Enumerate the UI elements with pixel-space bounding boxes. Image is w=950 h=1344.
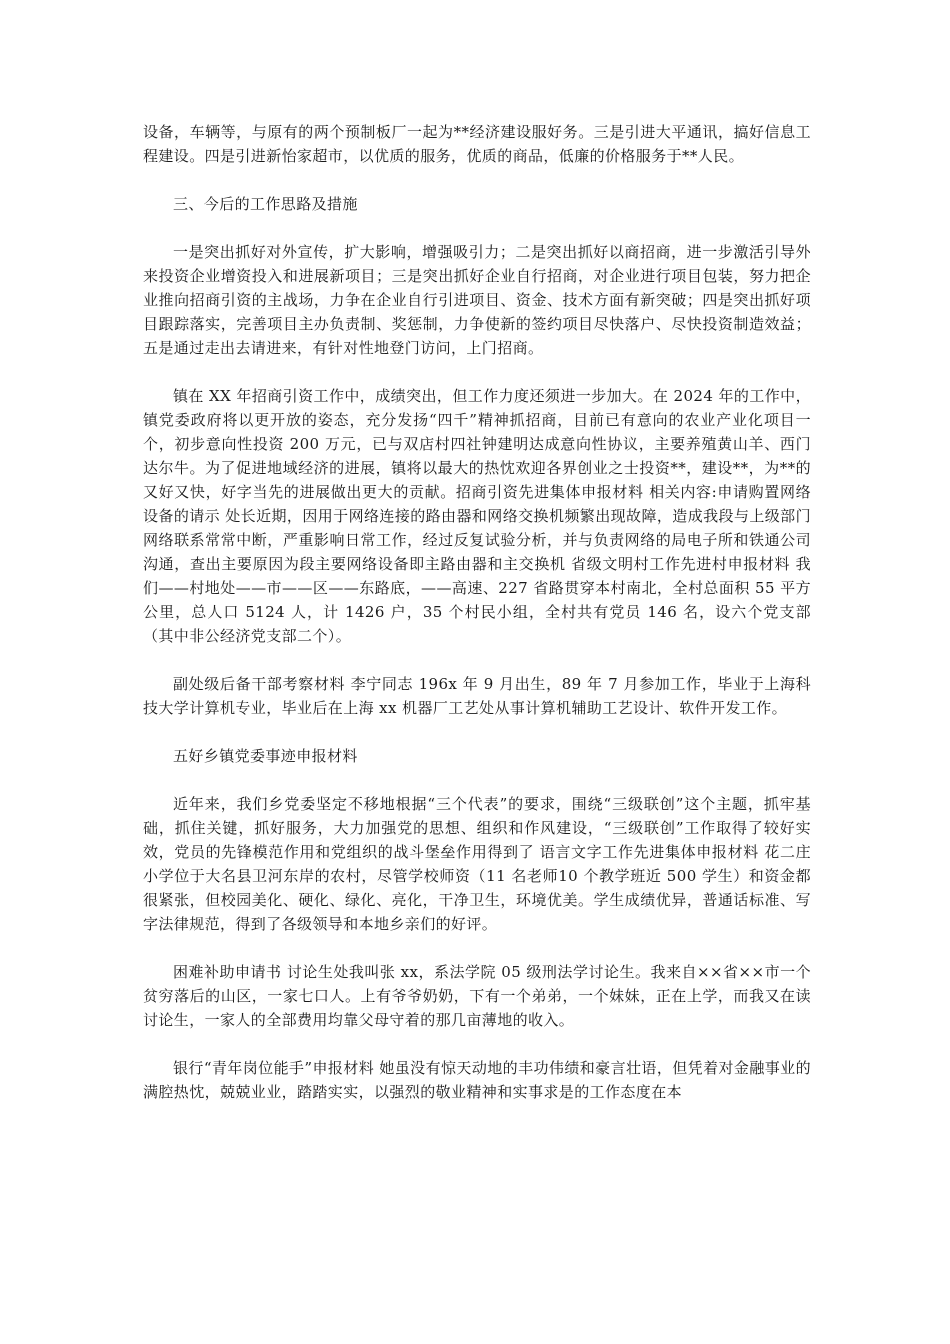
paragraph-cadre: 副处级后备干部考察材料 李宁同志 196x 年 9 月出生，89 年 7 月参加工作，毕业于上海科技大学计算机专业，毕业后在上海 xx 机器厂工艺处从事计算机辅助工艺设计、软件开发工作。 <box>143 675 811 717</box>
paragraph-measures: 一是突出抓好对外宣传，扩大影响，增强吸引力；二是突出抓好以商招商，进一步激活引导外来投资企业增资投入和进展新项目；三是突出抓好企业自行招商，对企业进行项目包装，努力把企业推向招商引资的主战场，力争在企业自行引进项目、资金、技术方面有新突破；四是突出抓好项目跟踪落实，完善项目主办负责制、奖惩制，力争使新的签约项目尽快落户、尽快投资制造效益；五是通过走出去请进来，有针对性地登门访问，上门招商。 <box>143 243 811 357</box>
subsection-heading: 五好乡镇党委事迹申报材料 <box>173 747 358 765</box>
paragraph-party-committee: 近年来，我们乡党委坚定不移地根据“三个代表”的要求，围绕“三级联创”这个主题，抓牢基础，抓住关键，抓好服务，大力加强党的思想、组织和作风建设，“三级联创”工作取得了较好实效，党员的先锋模范作用和党组织的战斗堡垒作用得到了 语言文字工作先进集体申报材料 花二庄小学位于大名县卫河东岸的农村，尽管学校师资（11 名老师10 个教学班近 500 学生）和资金都很紧张，但校园美化、硬化、绿化、亮化，干净卫生，环境优美。学生成绩优异，普通话标准、写字法律规范，得到了各级领导和本地乡亲们的好评。 <box>143 795 811 933</box>
section-heading: 三、今后的工作思路及措施 <box>173 195 358 213</box>
paragraph-investment: 镇在 XX 年招商引资工作中，成绩突出，但工作力度还须进一步加大。在 2024 年的工作中，镇党委政府将以更开放的姿态，充分发扬“四千”精神抓招商，目前已有意向的农业产业化项目一个，初步意向性投资 200 万元，已与双店村四社钟建明达成意向性协议，主要养殖黄山羊、西门达尔牛。为了促进地域经济的进展，镇将以最大的热忱欢迎各界创业之士投资**，建设**，为**的又好又快，好字当先的进展做出更大的贡献。招商引资先进集体申报材料 相关内容:申请购置网络设备的请示 处长近期，因用于网络连接的路由器和网络交换机频繁出现故障，造成我段与上级部门网络联系常常中断，严重影响日常工作，经过反复试验分析，并与负责网络的局电子所和铁通公司沟通，查出主要原因为段主要网络设备即主路由器和主交换机 省级文明村工作先进村申报材料 我们——村地处——市——区——东路底，——高速、227 省路贯穿本村南北，全村总面积 55 平方公里，总人口 5124 人，计 1426 户，35 个村民小组，全村共有党员 146 名，设六个党支部（其中非公经济党支部二个）。 <box>143 387 811 645</box>
paragraph-bank: 银行“青年岗位能手”申报材料 她虽没有惊天动地的丰功伟绩和豪言壮语，但凭着对金融事业的满腔热忱，兢兢业业，踏踏实实，以强烈的敬业精神和实事求是的工作态度在本 <box>143 1059 811 1101</box>
paragraph-continuation: 设备，车辆等，与原有的两个预制板厂一起为**经济建设服好务。三是引进大平通讯，搞好信息工程建设。四是引进新怡家超市，以优质的服务，优质的商品，低廉的价格服务于**人民。 <box>143 123 811 165</box>
document-page <box>143 120 811 1104</box>
paragraph-hardship: 困难补助申请书 讨论生处我叫张 xx，系法学院 05 级刑法学讨论生。我来自××省××市一个贫穷落后的山区，一家七口人。上有爷爷奶奶，下有一个弟弟，一个妹妹，正在上学，而我又在读讨论生，一家人的全部费用均靠父母守着的那几亩薄地的收入。 <box>143 963 811 1029</box>
